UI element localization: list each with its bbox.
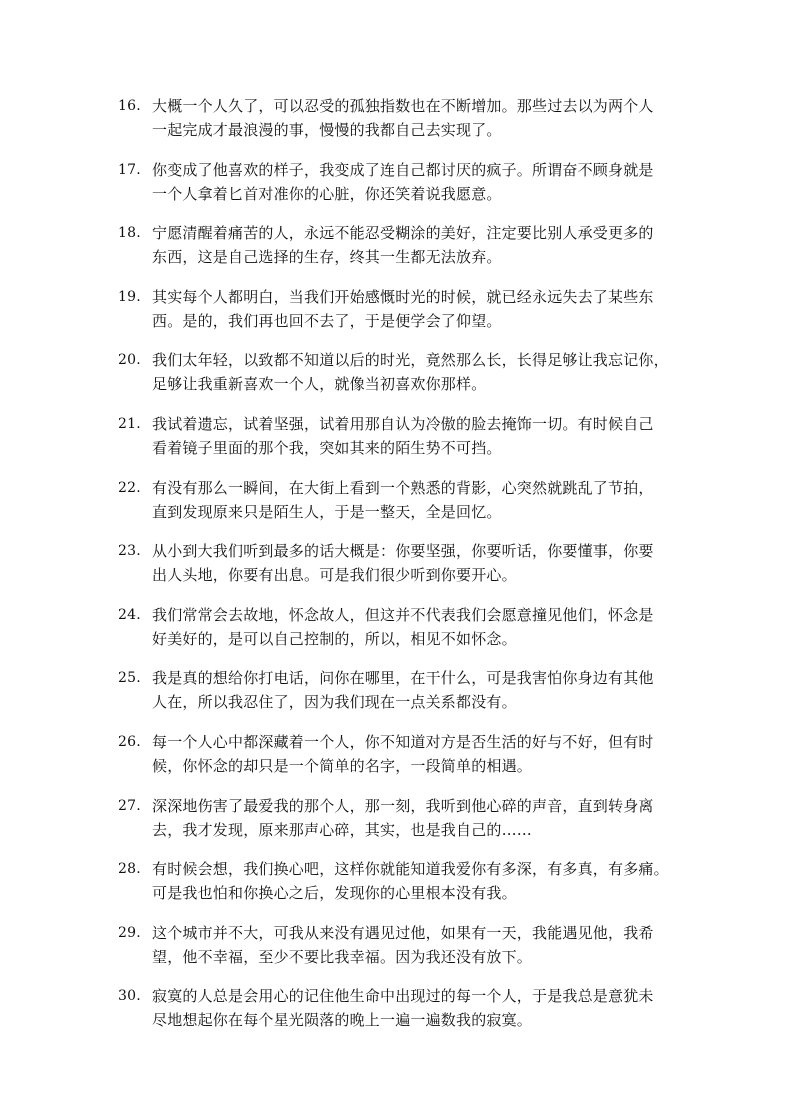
item-text-line: 望，他不幸福，至少不要比我幸福。因为我还没有放下。 bbox=[152, 947, 533, 966]
item-number: 17. bbox=[118, 161, 141, 178]
item-text-line: 我们常常会去故地，怀念故人，但这并不代表我们会愿意撞见他们，怀念是 bbox=[152, 605, 654, 624]
list-item bbox=[118, 666, 678, 714]
item-text-line: 出人头地，你要有出息。可是我们很少听到你要开心。 bbox=[152, 566, 517, 585]
list-item bbox=[118, 730, 678, 778]
item-number: 21. bbox=[118, 415, 141, 432]
item-text-line: 你变成了他喜欢的样子，我变成了连自己都讨厌的疯子。所谓奋不顾身就是 bbox=[152, 160, 654, 179]
numbered-list bbox=[118, 94, 678, 1048]
list-item bbox=[118, 221, 678, 269]
item-text-line: 大概一个人久了，可以忍受的孤独指数也在不断增加。那些过去以为两个人 bbox=[152, 97, 654, 115]
item-number: 29. bbox=[118, 924, 141, 941]
item-text-line: 可是我也怕和你换心之后，发现你的心里根本没有我。 bbox=[152, 884, 517, 903]
item-text-line: 寂寞的人总是会用心的记住他生命中出现过的每一个人，于是我总是意犹未 bbox=[152, 987, 654, 1006]
item-number: 20. bbox=[118, 352, 141, 369]
list-item bbox=[118, 94, 678, 142]
item-text-line: 有时候会想，我们换心吧，这样你就能知道我爱你有多深，有多真，有多痛。 bbox=[152, 860, 669, 879]
list-item bbox=[118, 476, 678, 524]
item-text-line: 我试着遗忘，试着坚强，试着用那自认为冷傲的脸去掩饰一切。有时候自己 bbox=[152, 414, 654, 433]
list-item bbox=[118, 984, 678, 1032]
item-text-line: 东西，这是自己选择的生存，终其一生都无法放弃。 bbox=[152, 248, 502, 267]
item-number: 16. bbox=[118, 98, 141, 114]
item-text-line: 我是真的想给你打电话，问你在哪里，在干什么，可是我害怕你身边有其他 bbox=[152, 669, 654, 688]
item-text-line: 一个人拿着匕首对准你的心脏，你还笑着说我愿意。 bbox=[152, 184, 502, 203]
item-text-line: 去，我才发现，原来那声心碎，其实，也是我自己的…… bbox=[152, 820, 533, 839]
item-number: 22. bbox=[118, 479, 141, 496]
item-text-line: 一起完成才最浪漫的事，慢慢的我都自己去实现了。 bbox=[152, 121, 502, 139]
item-text-line: 候，你怀念的却只是一个简单的名字，一段简单的相遇。 bbox=[152, 756, 533, 775]
item-text-line: 深深地伤害了最爱我的那个人，那一刻，我听到他心碎的声音，直到转身离 bbox=[152, 796, 654, 815]
item-text-line: 西。是的，我们再也回不去了，于是便学会了仰望。 bbox=[152, 311, 502, 330]
list-item bbox=[118, 158, 678, 206]
item-number: 27. bbox=[118, 797, 141, 814]
item-text-line: 宁愿清醒着痛苦的人，永远不能忍受糊涂的美好，注定要比别人承受更多的 bbox=[152, 224, 654, 243]
item-text-line: 每一个人心中都深藏着一个人，你不知道对方是否生活的好与不好，但有时 bbox=[152, 732, 654, 751]
item-text-line: 我们太年轻，以致都不知道以后的时光，竟然那么长，长得足够让我忘记你， bbox=[152, 351, 669, 370]
item-text-line: 尽地想起你在每个星光陨落的晚上一遍一遍数我的寂寞。 bbox=[152, 1011, 533, 1030]
list-item bbox=[118, 603, 678, 651]
list-item bbox=[118, 857, 678, 905]
item-text-line: 从小到大我们听到最多的话大概是：你要坚强，你要听话，你要懂事，你要 bbox=[152, 542, 654, 561]
list-item bbox=[118, 412, 678, 460]
item-text-line: 直到发现原来只是陌生人，于是一整天，全是回忆。 bbox=[152, 502, 502, 521]
list-item bbox=[118, 348, 678, 396]
list-item bbox=[118, 285, 678, 333]
item-number: 25. bbox=[118, 670, 141, 687]
item-text-line: 人在，所以我忍住了，因为我们现在一点关系都没有。 bbox=[152, 693, 517, 712]
item-text-line: 其实每个人都明白，当我们开始感慨时光的时候，就已经永远失去了某些东 bbox=[152, 287, 654, 306]
list-item bbox=[118, 921, 678, 969]
item-text-line: 足够让我重新喜欢一个人，就像当初喜欢你那样。 bbox=[152, 375, 487, 394]
item-number: 23. bbox=[118, 543, 141, 560]
list-item bbox=[118, 539, 678, 587]
item-text-line: 好美好的，是可以自己控制的，所以，相见不如怀念。 bbox=[152, 629, 517, 648]
item-text-line: 有没有那么一瞬间，在大街上看到一个熟悉的背影，心突然就跳乱了节拍， bbox=[152, 478, 654, 497]
item-text-line: 这个城市并不大，可我从来没有遇见过他，如果有一天，我能遇见他，我希 bbox=[152, 923, 654, 942]
list-item bbox=[118, 794, 678, 842]
item-number: 28. bbox=[118, 861, 141, 878]
item-number: 30. bbox=[118, 988, 141, 1005]
item-number: 19. bbox=[118, 288, 141, 305]
item-number: 26. bbox=[118, 733, 141, 750]
item-number: 24. bbox=[118, 606, 141, 623]
item-text-line: 看着镜子里面的那个我，突如其来的陌生势不可挡。 bbox=[152, 438, 502, 457]
item-number: 18. bbox=[118, 225, 141, 242]
